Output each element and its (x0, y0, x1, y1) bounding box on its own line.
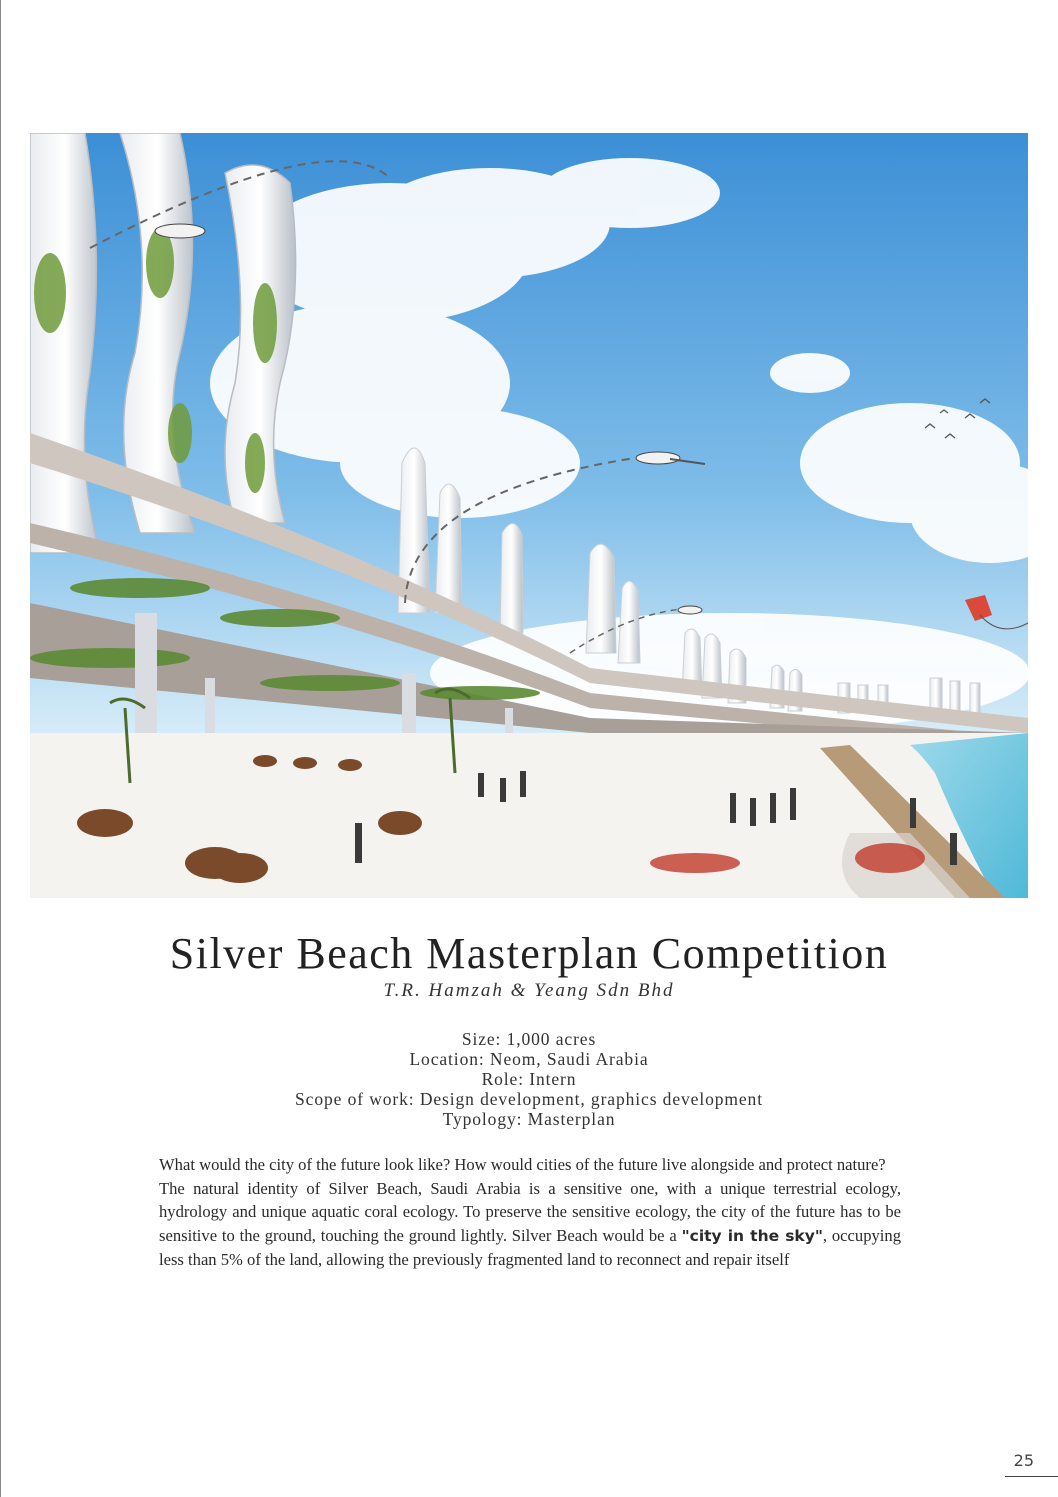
description-paragraph-1: What would the city of the future look like? How would cities of the future live alongside and protect nature? (159, 1155, 886, 1174)
project-description (159, 1153, 901, 1272)
description-text-after: , occupying less than 5% of the land, allowing the previously fragmented land to reconnect and repair itself (159, 1225, 902, 1270)
detail-size: Size: 1,000 acres (461, 1029, 597, 1049)
silver-beach-rendering (30, 133, 1028, 898)
firm-name: T.R. Hamzah & Yeang Sdn Bhd (383, 980, 675, 1001)
detail-location: Location: Neom, Saudi Arabia (409, 1049, 649, 1069)
project-title: Silver Beach Masterplan Competition (169, 929, 889, 978)
page-number: 25 (1013, 1451, 1034, 1470)
detail-typology: Typology: Masterplan (442, 1109, 616, 1129)
project-details (0, 1029, 1058, 1129)
page-left-rule (0, 0, 1, 1497)
description-text-before: The natural identity of Silver Beach, Saudi Arabia is a sensitive one, with a unique terrestrial ecology, hydrology and unique aquatic coral ecology. To preserve the sensitive ecology, the city of the future has to be sensitive to the ground, touching the ground lightly. Silver Beach would be a (159, 1178, 901, 1245)
page-number-rule (1005, 1476, 1058, 1477)
detail-role: Role: Intern (481, 1069, 577, 1089)
city-in-the-sky-emphasis: "city in the sky" (681, 1226, 823, 1245)
description-paragraph-2 (159, 1177, 901, 1272)
detail-scope: Scope of work: Design development, graphics development (295, 1089, 763, 1109)
